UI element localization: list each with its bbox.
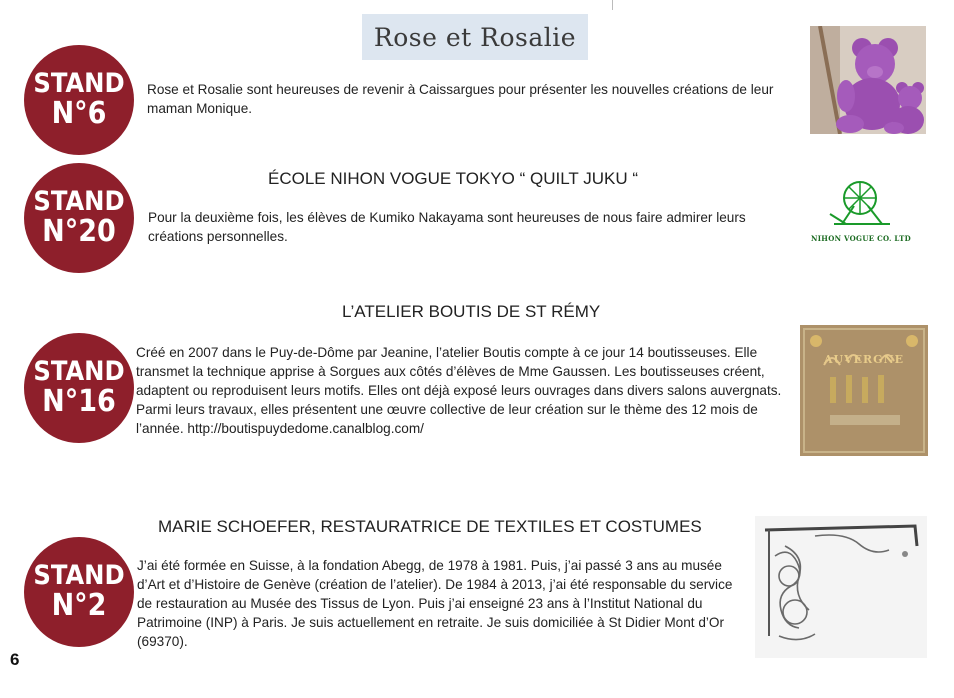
stand-2-badge [24, 537, 134, 647]
nihon-vogue-caption: NIHON VOGUE CO. LTD [811, 234, 911, 243]
stand-20-badge [24, 163, 134, 273]
stand-2-description: J’ai été formée en Suisse, à la fondation Abegg, de 1978 à 1981. Puis, j’ai passé 3 ans au musée d’Art et d’Histoire de Genève (création de l’atelier). De 1984 à 2013, j’ai été responsable du service de restauration au Musée des Tissus de Lyon. Puis j’ai enseigné 23 ans à l’Institut National du Patrimoine (INP) à Paris. Je suis actuellement en retraite. Je suis domiciliée à St Didier Mont d’Or (69370). [137, 558, 733, 649]
stand-6-badge [24, 45, 134, 155]
stand-16-title: L’ATELIER BOUTIS DE ST RÉMY [342, 302, 601, 321]
teddy-bears-illustration [810, 26, 926, 134]
stand-16-description: Créé en 2007 dans le Puy-de-Dôme par Jeanine, l’atelier Boutis compte à ce jour 14 boutisseuses. Elle transmet la technique apprise à Sorgues aux côtés d’élèves de Mme Gaussen. Les boutisseuses créent, adaptent ou reproduisent leurs motifs. Elles ont déjà exposé leurs ouvrages dans divers salons auvergnats. Parmi leurs travaux, elles présentent une œuvre collective de leur création sur le thème des 12 mois de l’année. http://boutispuydedome.canalblog.com/ [136, 345, 782, 436]
stand-6-description: Rose et Rosalie sont heureuses de revenir à Caissargues pour présenter les nouvelles créations de leur maman Monique. [147, 82, 774, 116]
top-divider [612, 0, 613, 10]
nihon-vogue-logo [794, 176, 928, 250]
stand-number: N°16 [42, 384, 116, 420]
stand-label: STAND [33, 186, 125, 218]
stand-20-title: ÉCOLE NIHON VOGUE TOKYO “ QUILT JUKU “ [268, 169, 638, 188]
auvergne-boutis-embroidery-photo [800, 325, 928, 456]
textile-lace-restoration-photo [755, 516, 927, 658]
rose-et-rosalie-logo: Rose et Rosalie [362, 14, 588, 60]
lace-illustration [755, 516, 927, 658]
stand-number: N°2 [51, 588, 107, 624]
stand-label: STAND [33, 68, 125, 100]
stand-16-badge [24, 333, 134, 443]
stand-number: N°20 [42, 214, 116, 250]
stand-number: N°6 [51, 96, 107, 132]
stand-label: STAND [33, 356, 125, 388]
purple-teddy-bears-photo [810, 26, 926, 134]
auvergne-caption: AUVERGNE [823, 353, 905, 366]
embroidery-illustration [800, 325, 928, 456]
stand-label: STAND [33, 560, 125, 592]
stand-20-description: Pour la deuxième fois, les élèves de Kumiko Nakayama sont heureuses de nous faire admirer leurs créations personnelles. [148, 210, 746, 244]
stand-2-title: MARIE SCHOEFER, RESTAURATRICE DE TEXTILES ET COSTUMES [158, 517, 702, 536]
page-number: 6 [10, 650, 20, 669]
